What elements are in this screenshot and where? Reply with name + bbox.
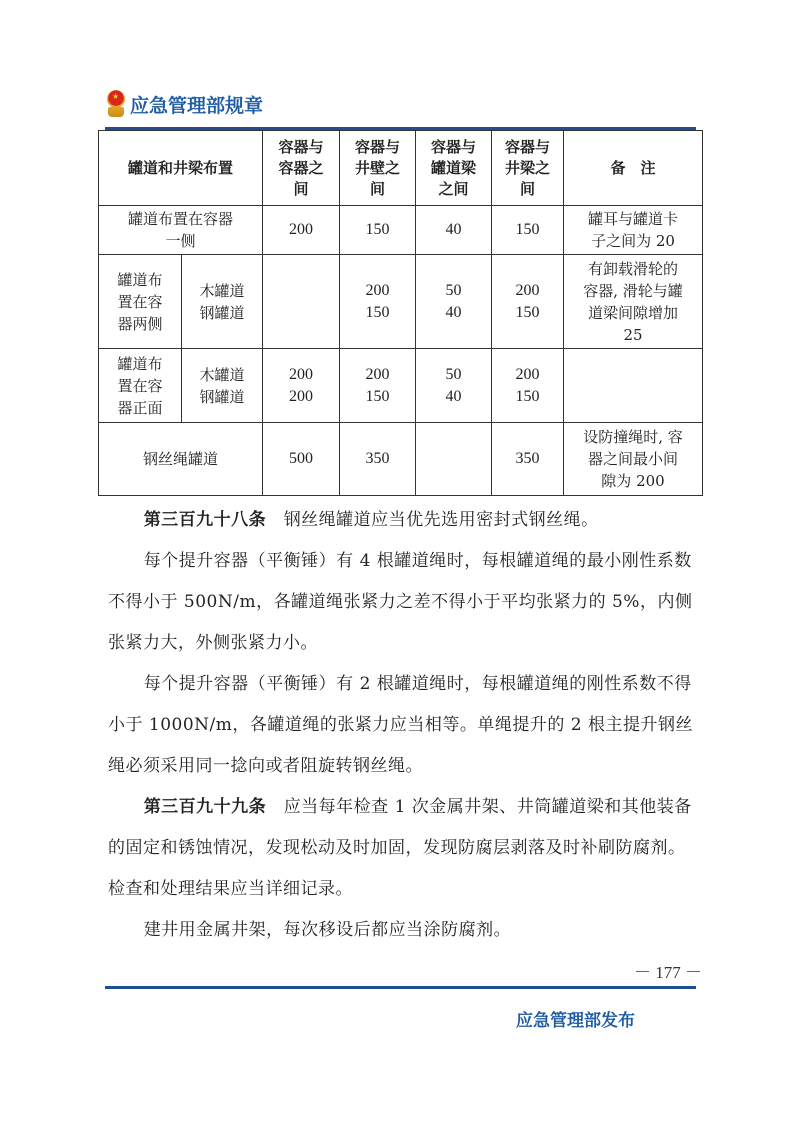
header-cell: 罐道和井梁布置	[99, 131, 263, 206]
article-399	[108, 787, 694, 910]
header-cell: 容器与 容器之 间	[263, 131, 340, 206]
clearance-table	[98, 130, 703, 496]
value-cell: 50 40	[416, 255, 492, 349]
article-text: 钢丝绳罐道应当优先选用密封式钢丝绳。	[283, 510, 599, 530]
value-cell: 150	[340, 206, 416, 255]
article-text: 应当每年检查 1 次金属井架、井筒罐道梁和其他装备的固定和锈蚀情况，发现松动及时加固，发现防腐层剥落及时补刷防腐剂。检查和处理结果应当详细记录。	[108, 797, 692, 899]
value-cell: 50 40	[416, 349, 492, 423]
value-cell: 200 150	[492, 255, 564, 349]
value-cell: 150	[492, 206, 564, 255]
paragraph: 每个提升容器（平衡锤）有 2 根罐道绳时，每根罐道绳的刚性系数不得小于 1000N/m，各罐道绳的张紧力应当相等。单绳提升的 2 根主提升钢丝绳必须采用同一捻向或者阻旋转钢丝绳。	[108, 674, 694, 776]
layout-cell: 罐道布 置在容 器正面	[99, 349, 182, 423]
table-row	[99, 423, 703, 496]
table-row	[99, 349, 703, 423]
table-row	[99, 255, 703, 349]
value-cell: 350	[492, 423, 564, 496]
article-398	[108, 500, 694, 541]
type-cell: 木罐道 钢罐道	[182, 255, 263, 349]
note-cell: 有卸载滑轮的 容器, 滑轮与罐 道梁间隙增加 25	[564, 255, 703, 349]
note-cell: 设防撞绳时, 容 器之间最小间 隙为 200	[564, 423, 703, 496]
article-number: 第三百九十九条	[143, 797, 267, 817]
layout-cell: 罐道布 置在容 器两侧	[99, 255, 182, 349]
value-cell	[416, 423, 492, 496]
header-title: 应急管理部规章	[130, 94, 264, 117]
value-cell	[263, 255, 340, 349]
paragraph: 建井用金属井架，每次移设后都应当涂防腐剂。	[143, 920, 512, 940]
layout-cell: 钢丝绳罐道	[99, 423, 263, 496]
value-cell: 200	[263, 206, 340, 255]
note-cell: 罐耳与罐道卡 子之间为 20	[564, 206, 703, 255]
value-cell: 200 150	[492, 349, 564, 423]
footer-publisher: 应急管理部发布	[516, 1011, 635, 1031]
layout-cell: 罐道布置在容器 一侧	[99, 206, 263, 255]
value-cell: 200 150	[340, 255, 416, 349]
header-cell: 容器与 罐道梁 之间	[416, 131, 492, 206]
header-cell: 容器与 井梁之 间	[492, 131, 564, 206]
value-cell: 200 200	[263, 349, 340, 423]
paragraph: 每个提升容器（平衡锤）有 4 根罐道绳时，每根罐道绳的最小刚性系数不得小于 500N/m，各罐道绳张紧力之差不得小于平均张紧力的 5%，内侧张紧力大，外侧张紧力小。	[108, 551, 693, 653]
article-number: 第三百九十八条	[143, 510, 267, 530]
page-number: － 177 －	[634, 963, 702, 982]
value-cell: 200 150	[340, 349, 416, 423]
page-header	[106, 86, 263, 122]
value-cell: 500	[263, 423, 340, 496]
header-cell: 备 注	[564, 131, 703, 206]
value-cell: 40	[416, 206, 492, 255]
national-emblem-icon: ★	[106, 89, 126, 119]
header-cell: 容器与 井壁之 间	[340, 131, 416, 206]
note-cell	[564, 349, 703, 423]
value-cell: 350	[340, 423, 416, 496]
type-cell: 木罐道 钢罐道	[182, 349, 263, 423]
footer-divider	[105, 986, 696, 989]
table-header-row	[99, 131, 703, 206]
table-row	[99, 206, 703, 255]
